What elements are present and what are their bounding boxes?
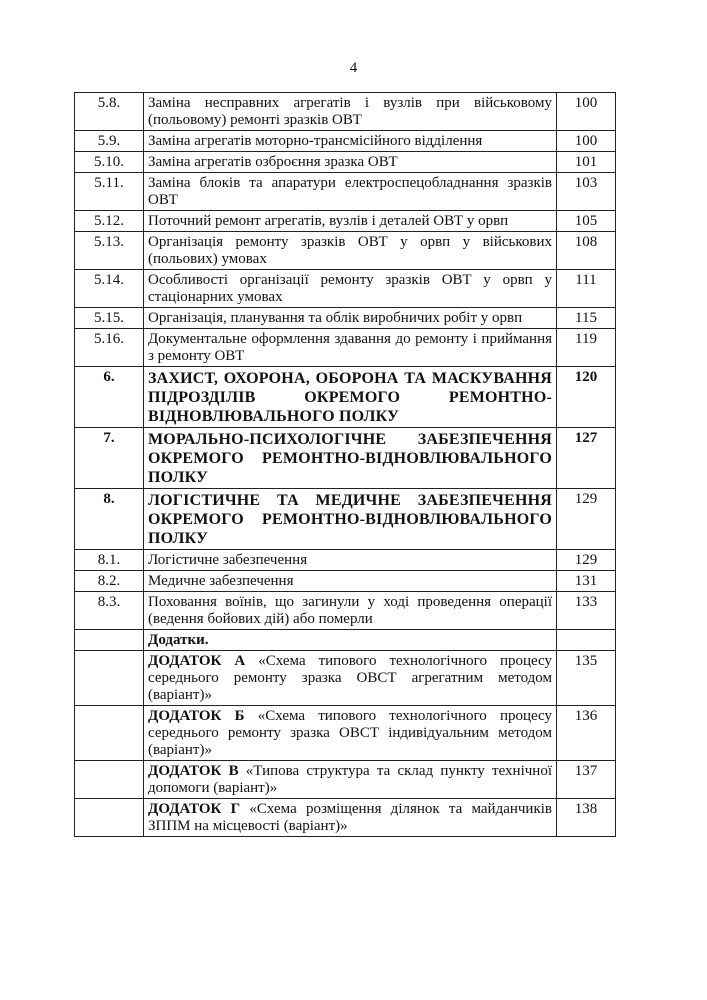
toc-row [75,173,616,211]
toc-row-number [75,651,144,706]
toc-row [75,270,616,308]
toc-row-title [144,761,557,799]
toc-row-title: Заміна агрегатів моторно-трансмісійного відділення [144,131,557,152]
toc-row-page: 135 [557,651,616,706]
toc-row-title [144,651,557,706]
toc-row-title: Заміна блоків та апаратури електроспецобладнання зразків ОВТ [144,173,557,211]
toc-row [75,329,616,367]
toc-row-title: Заміна агрегатів озброєння зразка ОВТ [144,152,557,173]
appendix-label: ДОДАТОК А [148,653,246,669]
toc-row-page: 129 [557,550,616,571]
appendix-title: «Схема типового технологічного процесу середнього ремонту зразка ОВСТ індивідуальним методом (варіант)» [148,708,552,758]
toc-row [75,211,616,232]
toc-appendix-row [75,761,616,799]
appendix-title: «Схема розміщення ділянок та майданчиків ЗППМ на місцевості (варіант)» [148,801,552,834]
toc-row-number: 5.10. [75,152,144,173]
toc-row-number [75,706,144,761]
appendix-title: «Типова структура та склад пункту технічної допомоги (варіант)» [148,763,552,796]
toc-row-page: 131 [557,571,616,592]
toc-row-title: Медичне забезпечення [144,571,557,592]
toc-row-page: 108 [557,232,616,270]
toc-row-page: 138 [557,799,616,837]
page-number: 4 [349,60,358,76]
toc-row [75,592,616,630]
toc-row-number: 8. [75,489,144,550]
toc-row-number: 5.15. [75,308,144,329]
toc-row-page: 115 [557,308,616,329]
toc-row-title: ЛОГІСТИЧНЕ ТА МЕДИЧНЕ ЗАБЕЗПЕЧЕННЯ ОКРЕМОГО РЕМОНТНО-ВІДНОВЛЮВАЛЬНОГО ПОЛКУ [144,489,557,550]
toc-row-number: 6. [75,367,144,428]
toc-row-page: 127 [557,428,616,489]
toc-row-page: 137 [557,761,616,799]
toc-row-page: 120 [557,367,616,428]
toc-row-title: МОРАЛЬНО-ПСИХОЛОГІЧНЕ ЗАБЕЗПЕЧЕННЯ ОКРЕМОГО РЕМОНТНО-ВІДНОВЛЮВАЛЬНОГО ПОЛКУ [144,428,557,489]
toc-row-number: 5.13. [75,232,144,270]
toc-row-number: 8.3. [75,592,144,630]
toc-row-title: Організація, планування та облік виробничих робіт у орвп [144,308,557,329]
toc-row-number: 5.9. [75,131,144,152]
appendix-title: «Схема типового технологічного процесу середнього ремонту зразка ОВСТ агрегатним методом (варіант)» [148,653,552,703]
appendices-heading: Додатки. [144,630,557,651]
toc-row-number: 5.11. [75,173,144,211]
toc-row-title: Логістичне забезпечення [144,550,557,571]
toc-appendix-row [75,706,616,761]
toc-row-number: 8.2. [75,571,144,592]
toc-row-title: Заміна несправних агрегатів і вузлів при військовому (польовому) ремонті зразків ОВТ [144,93,557,131]
toc-section-row [75,489,616,550]
appendix-label: ДОДАТОК В [148,763,239,779]
toc-row-title: Поточний ремонт агрегатів, вузлів і деталей ОВТ у орвп [144,211,557,232]
toc-row [75,571,616,592]
toc-row-page [557,630,616,651]
toc-row-title: Документальне оформлення здавання до ремонту і приймання з ремонту ОВТ [144,329,557,367]
toc-row-number: 5.8. [75,93,144,131]
toc-row-number [75,630,144,651]
toc-row-page: 136 [557,706,616,761]
toc-row-page: 129 [557,489,616,550]
toc-row-page: 103 [557,173,616,211]
toc-row-page: 105 [557,211,616,232]
toc-row [75,152,616,173]
toc-row-number: 5.12. [75,211,144,232]
toc-appendix-row [75,799,616,837]
table-of-contents [74,92,616,837]
toc-row-page: 133 [557,592,616,630]
toc-row [75,232,616,270]
toc-section-row [75,367,616,428]
toc-row-page: 111 [557,270,616,308]
toc-row [75,308,616,329]
toc-row-page: 119 [557,329,616,367]
toc-row-title [144,799,557,837]
toc-row-page: 100 [557,131,616,152]
toc-row-number: 8.1. [75,550,144,571]
toc-row-title: ЗАХИСТ, ОХОРОНА, ОБОРОНА ТА МАСКУВАННЯ ПІДРОЗДІЛІВ ОКРЕМОГО РЕМОНТНО-ВІДНОВЛЮВАЛЬНОГО ПОЛКУ [144,367,557,428]
toc-row-title [144,706,557,761]
toc-row [75,131,616,152]
toc-section-row [75,428,616,489]
toc-row-number: 5.16. [75,329,144,367]
toc-row [75,550,616,571]
toc-row-page: 101 [557,152,616,173]
toc-appendix-row [75,651,616,706]
toc-row-number [75,799,144,837]
toc-row-page: 100 [557,93,616,131]
toc-row-number: 5.14. [75,270,144,308]
toc-row [75,630,616,651]
toc-row-title: Поховання воїнів, що загинули у ході проведення операції (ведення бойових дій) або померли [144,592,557,630]
toc-row [75,93,616,131]
toc-row-title: Організація ремонту зразків ОВТ у орвп у військових (польових) умовах [144,232,557,270]
toc-row-number [75,761,144,799]
appendix-label: ДОДАТОК Б [148,708,245,724]
toc-row-number: 7. [75,428,144,489]
toc-row-title: Особливості організації ремонту зразків ОВТ у орвп у стаціонарних умовах [144,270,557,308]
appendix-label: ДОДАТОК Г [148,801,241,817]
